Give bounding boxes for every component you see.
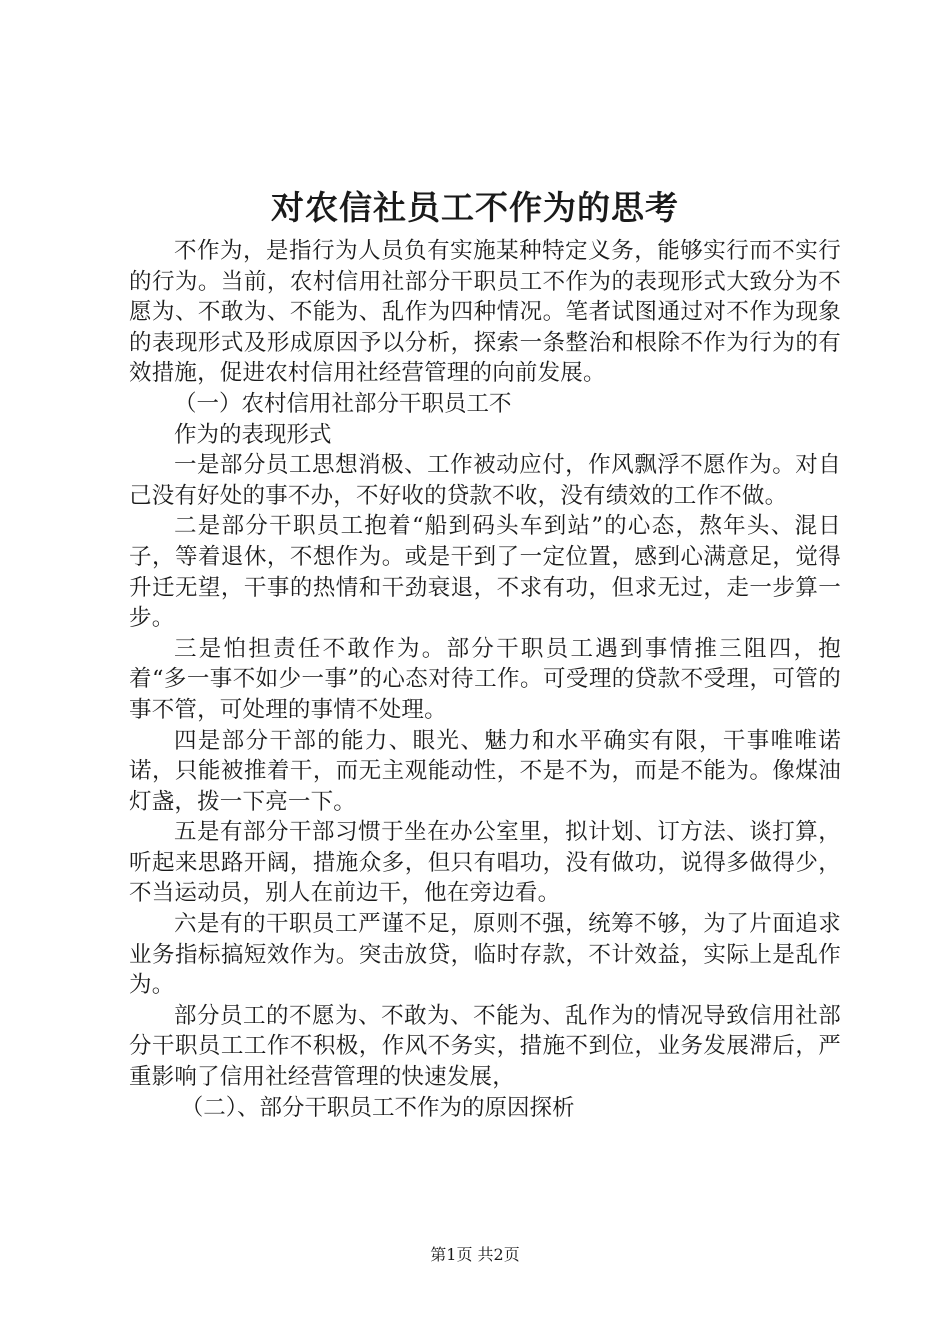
paragraph-point-5: 五是有部分干部习惯于坐在办公室里，拟计划、订方法、谈打算，听起来思路开阔，措施众多，但只有唱功，没有做功，说得多做得少，不当运动员，别人在前边干，他在旁边看。 [129,819,841,907]
paragraph-point-1: 一是部分员工思想消极、工作被动应付，作风飘浮不愿作为。对自己没有好处的事不办，不好收的贷款不收，没有绩效的工作不做。 [129,452,841,509]
document-title: 对农信社员工不作为的思考 [271,188,679,227]
paragraph-point-3: 三是怕担责任不敢作为。部分干职员工遇到事情推三阻四，抱着“多一事不如少一事”的心态对待工作。可受理的贷款不受理，可管的事不管，可处理的事情不处理。 [129,635,841,723]
intro-paragraph: 不作为，是指行为人员负有实施某种特定义务，能够实行而不实行的行为。当前，农村信用社部分干职员工不作为的表现形式大致分为不愿为、不敢为、不能为、乱作为四种情况。笔者试图通过对不作为现象的表现形式及形成原因予以分析，探索一条整治和根除不作为行为的有效措施，促进农村信用社经营管理的向前发展。 [129,238,841,387]
section-heading-1-line-1: （一）农村信用社部分干职员工不 [174,390,512,417]
paragraph-summary: 部分员工的不愿为、不敢为、不能为、乱作为的情况导致信用社部分干职员工工作不积极，作风不务实，措施不到位，业务发展滞后，严重影响了信用社经营管理的快速发展， [129,1002,841,1091]
section-heading-2: （二）、部分干职员工不作为的原因探析 [180,1094,575,1121]
paragraph-point-2: 二是部分干职员工抱着“船到码头车到站”的心态，熬年头、混日子，等着退休，不想作为。或是干到了一定位置，感到心满意足，觉得升迁无望，干事的热情和干劲衰退，不求有功，但求无过，走一步算一步。 [129,513,841,632]
paragraph-point-6: 六是有的干职员工严谨不足，原则不强，统筹不够，为了片面追求业务指标搞短效作为。突击放贷，临时存款，不计效益，实际上是乱作为。 [129,911,841,999]
paragraph-point-4: 四是部分干部的能力、眼光、魅力和水平确实有限，干事唯唯诺诺，只能被推着干，而无主观能动性，不是不为，而是不能为。像煤油灯盏，拨一下亮一下。 [129,727,841,815]
section-heading-1-line-2: 作为的表现形式 [174,421,332,448]
document-body [129,236,841,1123]
page-footer: 第1页 共2页 [430,1245,520,1264]
